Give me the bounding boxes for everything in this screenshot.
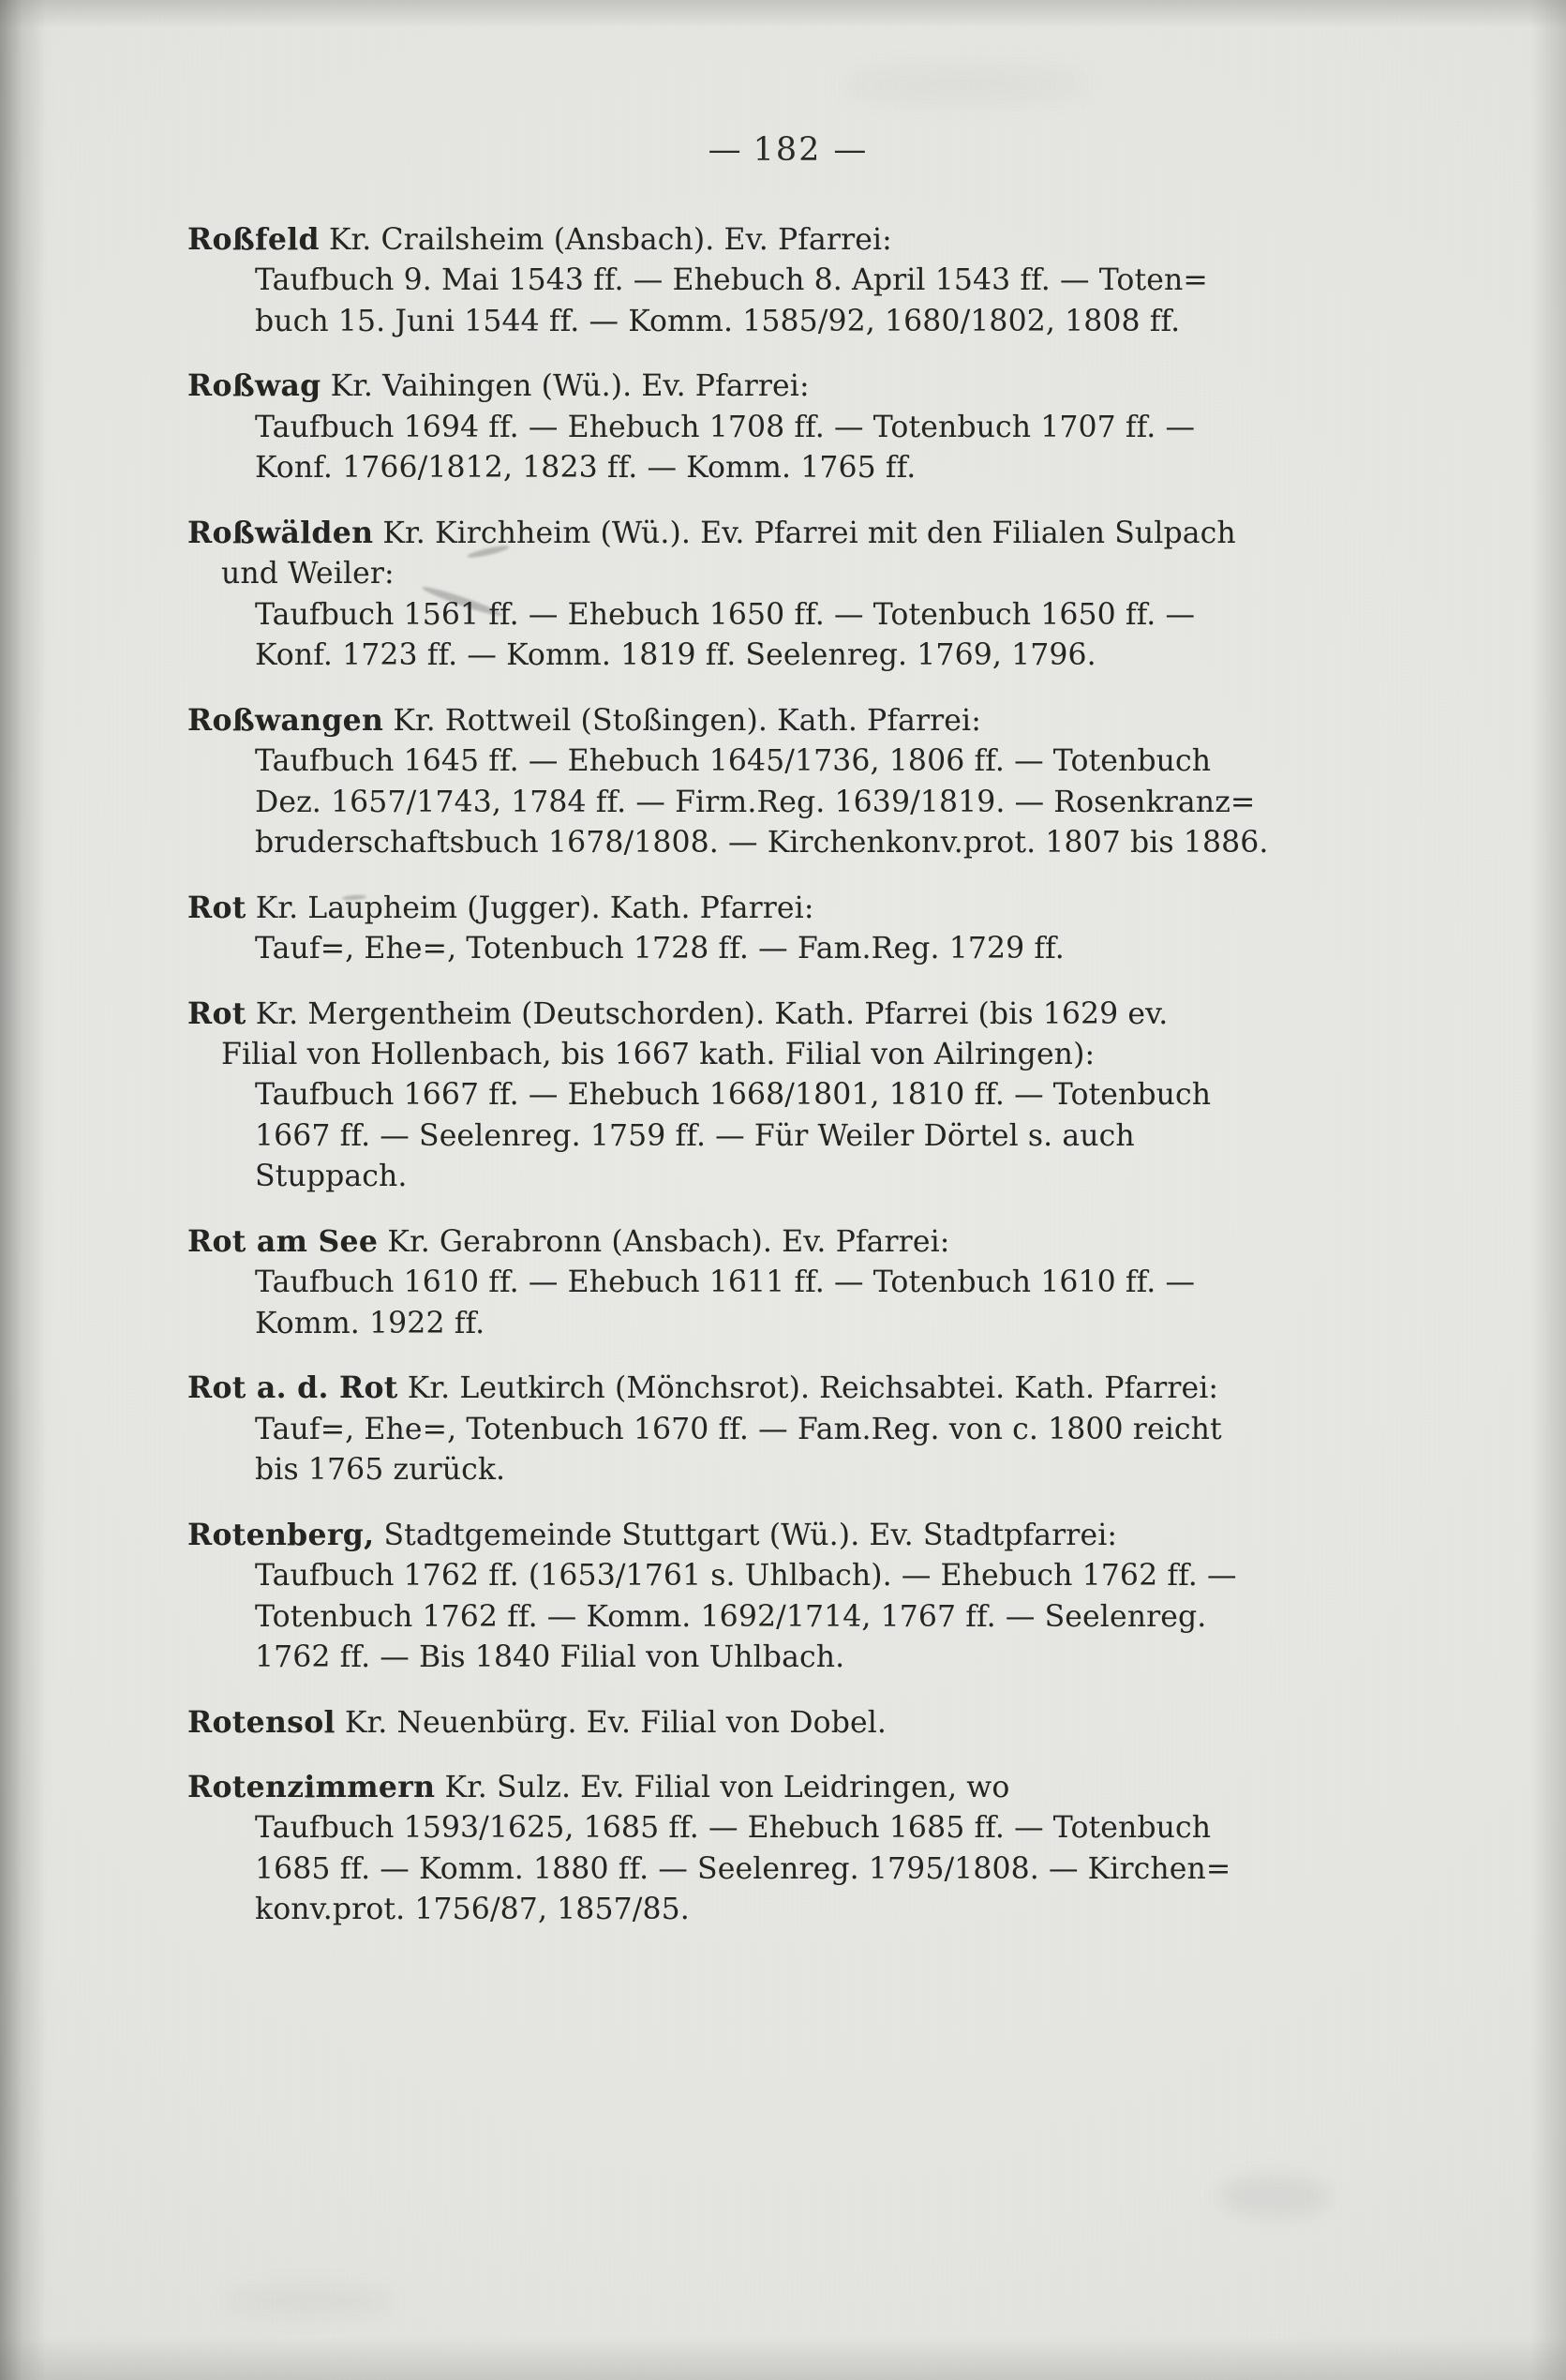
entry-placename: Roßwälden <box>187 515 374 550</box>
entry-placename: Rot <box>187 995 246 1031</box>
entry-heading <box>187 513 1415 554</box>
paper-blotch <box>843 66 1087 103</box>
entry-line: Taufbuch 1593/1625, 1685 ff. — Ehebuch 1685 ff. — Totenbuch <box>255 1811 1212 1846</box>
page-number-header <box>159 131 1415 169</box>
page-number-dash-right: — <box>833 131 867 169</box>
entry-line: 1667 ff. — Seelenreg. 1759 ff. — Für Weiler Dörtel s. auch <box>255 1118 1135 1153</box>
directory-entry <box>187 888 1415 970</box>
entry-placename: Rotensol <box>187 1704 336 1740</box>
entry-heading-continuation: und Weiler: <box>221 557 395 591</box>
entry-line: Taufbuch 1645 ff. — Ehebuch 1645/1736, 1806 ff. — Totenbuch <box>255 744 1212 779</box>
entry-body <box>255 1556 1415 1678</box>
page-number: 182 <box>753 131 822 169</box>
text-column <box>187 131 1415 1931</box>
entry-body <box>255 595 1415 677</box>
entry-body <box>255 1410 1415 1491</box>
entry-body <box>255 1808 1415 1930</box>
entry-heading <box>187 700 1415 741</box>
entry-placename: Rot a. d. Rot <box>187 1370 398 1406</box>
entry-line: 1685 ff. — Komm. 1880 ff. — Seelenreg. 1795/1808. — Kirchen= <box>255 1851 1231 1886</box>
entry-heading-detail: Kr. Neuenbürg. Ev. Filial von Dobel. <box>335 1705 887 1740</box>
entry-placename: Rot <box>187 890 246 925</box>
entry-body <box>255 1075 1415 1197</box>
entry-line: Taufbuch 1762 ff. (1653/1761 s. Uhlbach). — Ehebuch 1762 ff. — <box>255 1559 1237 1594</box>
entry-line: Taufbuch 1667 ff. — Ehebuch 1668/1801, 1810 ff. — Totenbuch <box>255 1078 1212 1113</box>
entry-line: Tauf=, Ehe=, Totenbuch 1728 ff. — Fam.Reg. 1729 ff. <box>255 932 1065 966</box>
paper-blotch <box>225 2287 394 2315</box>
entry-line: Totenbuch 1762 ff. — Komm. 1692/1714, 1767 ff. — Seelenreg. <box>255 1599 1207 1634</box>
entry-heading <box>187 1515 1415 1556</box>
entry-heading <box>187 219 1415 261</box>
directory-entry <box>187 994 1415 1198</box>
entry-line: konv.prot. 1756/87, 1857/85. <box>255 1893 690 1927</box>
entry-line: Tauf=, Ehe=, Totenbuch 1670 ff. — Fam.Reg. von c. 1800 reicht <box>255 1412 1222 1446</box>
book-gutter-shadow <box>0 0 58 2380</box>
entry-line: Stuppach. <box>255 1160 408 1194</box>
entry-heading-detail: Kr. Kirchheim (Wü.). Ev. Pfarrei mit den Filialen Sulpach <box>373 516 1236 550</box>
entry-heading <box>187 1221 1415 1263</box>
entry-heading-continuation: Filial von Hollenbach, bis 1667 kath. Filial von Ailringen): <box>221 1037 1096 1071</box>
entry-heading <box>187 994 1415 1035</box>
entry-body <box>255 408 1415 489</box>
entry-heading-detail: Kr. Sulz. Ev. Filial von Leidringen, wo <box>435 1771 1010 1804</box>
entry-heading-detail: Kr. Crailsheim (Ansbach). Ev. Pfarrei: <box>319 223 892 257</box>
entry-body <box>255 1263 1415 1344</box>
entry-heading <box>187 1702 1415 1744</box>
page-edge-shadow-top <box>0 0 1566 28</box>
entry-placename: Rotenberg, <box>187 1517 375 1552</box>
entry-line: Taufbuch 9. Mai 1543 ff. — Ehebuch 8. April 1543 ff. — Toten= <box>255 263 1208 298</box>
entry-placename: Roßwangen <box>187 702 384 738</box>
entry-line: bruderschaftsbuch 1678/1808. — Kirchenkonv.prot. 1807 bis 1886. <box>255 826 1269 861</box>
entry-placename: Roßfeld <box>187 222 320 257</box>
directory-entry <box>187 1221 1415 1344</box>
directory-entry <box>187 366 1415 488</box>
entry-heading-detail: Kr. Laupheim (Jugger). Kath. Pfarrei: <box>246 891 814 925</box>
entry-body <box>255 741 1415 863</box>
entry-heading-detail: Kr. Rottweil (Stoßingen). Kath. Pfarrei: <box>383 703 981 738</box>
directory-entry <box>187 1702 1415 1744</box>
paper-blotch <box>1218 2175 1331 2218</box>
directory-entry <box>187 219 1415 342</box>
directory-entry <box>187 513 1415 677</box>
entry-placename: Rot am See <box>187 1223 379 1259</box>
entry-placename: Rotenzimmern <box>187 1770 436 1804</box>
entry-heading <box>187 366 1415 407</box>
entry-heading-detail: Kr. Leutkirch (Mönchsrot). Reichsabtei. Kath. Pfarrei: <box>397 1371 1219 1406</box>
page-edge-shadow-bottom <box>0 2337 1566 2380</box>
entry-line: Dez. 1657/1743, 1784 ff. — Firm.Reg. 1639/1819. — Rosenkranz= <box>255 785 1256 819</box>
entry-heading <box>187 888 1415 929</box>
directory-entry <box>187 1515 1415 1679</box>
directory-entry <box>187 1368 1415 1490</box>
entry-heading-detail: Kr. Gerabronn (Ansbach). Ev. Pfarrei: <box>378 1224 950 1259</box>
entry-placename: Roßwag <box>187 368 321 404</box>
directory-entry <box>187 700 1415 864</box>
page-number-dash-left: — <box>708 131 741 169</box>
page-edge-shadow-right <box>1530 0 1566 2380</box>
entry-heading-detail: Kr. Vaihingen (Wü.). Ev. Pfarrei: <box>321 369 810 404</box>
entry-body <box>255 929 1415 969</box>
entry-body <box>255 261 1415 342</box>
entry-heading-detail: Stadtgemeinde Stuttgart (Wü.). Ev. Stadtpfarrei: <box>374 1518 1118 1552</box>
entry-heading-detail: Kr. Mergentheim (Deutschorden). Kath. Pfarrei (bis 1629 ev. <box>246 996 1169 1031</box>
entry-heading <box>187 1767 1415 1808</box>
entry-line: Taufbuch 1561 ff. — Ehebuch 1650 ff. — Totenbuch 1650 ff. — <box>255 597 1196 632</box>
entry-line: Konf. 1766/1812, 1823 ff. — Komm. 1765 ff. <box>255 451 917 486</box>
entry-line: bis 1765 zurück. <box>255 1453 506 1488</box>
entry-line: Taufbuch 1694 ff. — Ehebuch 1708 ff. — Totenbuch 1707 ff. — <box>255 410 1196 444</box>
entry-line: 1762 ff. — Bis 1840 Filial von Uhlbach. <box>255 1640 845 1675</box>
entry-line: Taufbuch 1610 ff. — Ehebuch 1611 ff. — Totenbuch 1610 ff. — <box>255 1265 1196 1300</box>
directory-entry <box>187 1767 1415 1931</box>
entry-line: Komm. 1922 ff. <box>255 1306 485 1340</box>
entry-line: Konf. 1723 ff. — Komm. 1819 ff. Seelenreg. 1769, 1796. <box>255 638 1096 673</box>
entry-heading <box>187 1368 1415 1409</box>
entry-line: buch 15. Juni 1544 ff. — Komm. 1585/92, 1680/1802, 1808 ff. <box>255 304 1181 338</box>
